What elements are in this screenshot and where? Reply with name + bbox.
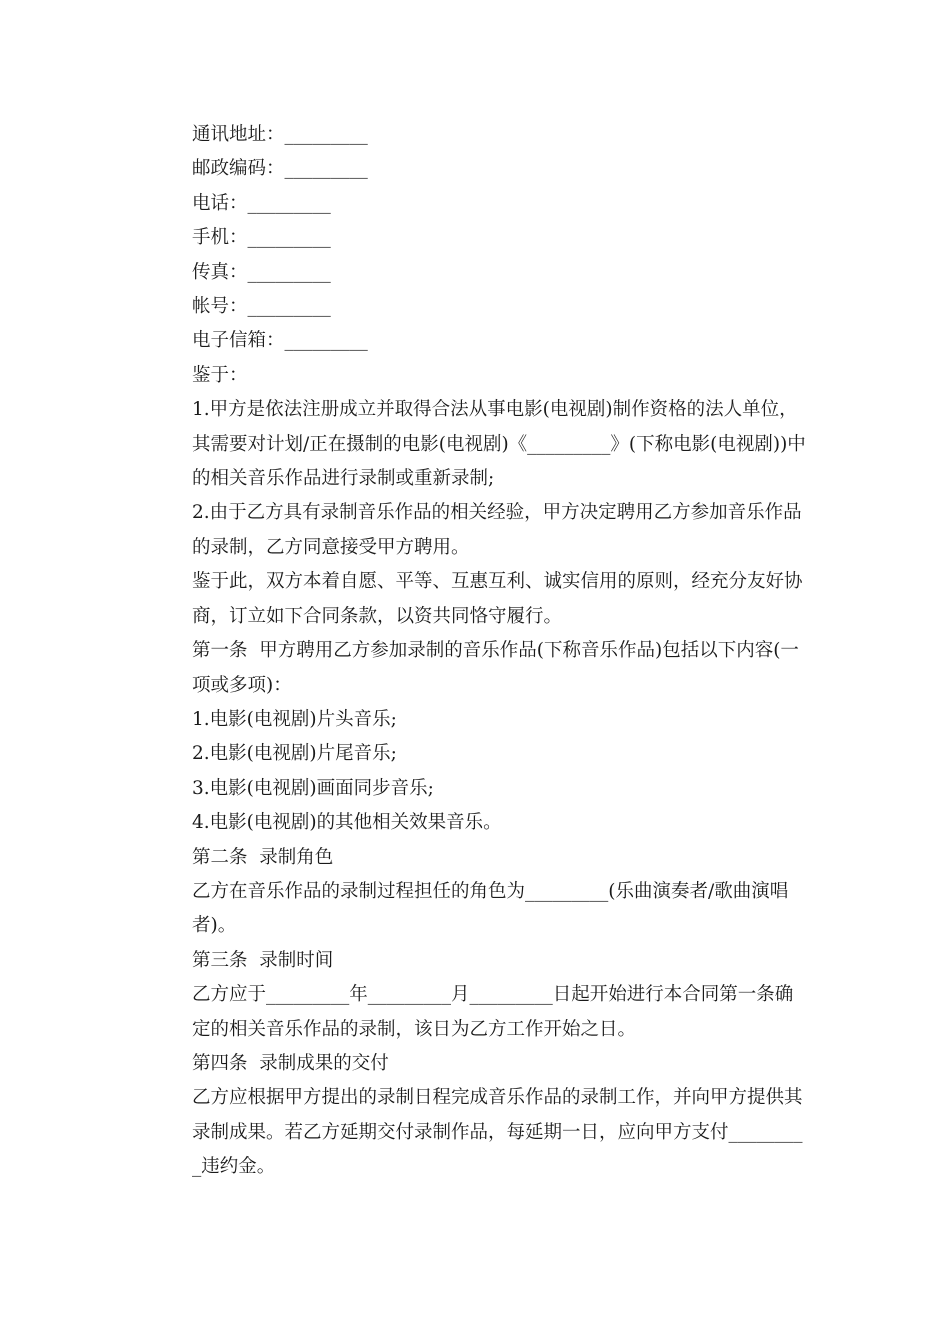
list-item-4: 4.电影(电视剧)的其他相关效果音乐。 [192,812,502,834]
list-item-2: 2.电影(电视剧)片尾音乐; [192,743,397,765]
paragraph-recital-2: 2.由于乙方具有录制音乐作品的相关经验，甲方决定聘用乙方参加音乐作品的录制，乙方同意接受甲方聘用。 [192,502,802,558]
list-item-3: 3.电影(电视剧)画面同步音乐; [192,777,434,799]
field-phone: 电话：_________ [192,192,331,214]
field-postal-code: 邮政编码：_________ [192,158,368,180]
paragraph-agreement: 鉴于此，双方本着自愿、平等、互惠互利、诚实信用的原则，经充分友好协商，订立如下合同条款，以资共同恪守履行。 [192,571,803,627]
article-2-heading: 第二条 录制角色 [192,846,334,868]
field-fax: 传真：_________ [192,261,331,283]
article-4-heading: 第四条 录制成果的交付 [192,1052,389,1074]
document-body [145,118,809,1185]
article-2-text: 乙方在音乐作品的录制过程担任的角色为_________(乐曲演奏者/歌曲演唱者)。 [192,880,789,937]
field-mobile: 手机：_________ [192,227,331,249]
field-mailing-address: 通讯地址：_________ [192,124,368,145]
article-1-heading: 第一条 甲方聘用乙方参加录制的音乐作品(下称音乐作品)包括以下内容(一项或多项)： [192,640,799,696]
article-4-text: 乙方应根据甲方提出的录制日程完成音乐作品的录制工作，并向甲方提供其录制成果。若乙方延期交付录制作品，每延期一日，应向甲方支付_________违约金。 [192,1087,803,1178]
field-email: 电子信箱：_________ [192,330,368,352]
article-3-text: 乙方应于_________年_________月_________日起开始进行本合同第一条确定的相关音乐作品的录制，该日为乙方工作开始之日。 [192,984,794,1040]
article-3-heading: 第三条 录制时间 [192,949,334,971]
field-account: 帐号：_________ [192,296,331,318]
paragraph-recital-1: 1.甲方是依法注册成立并取得合法从事电影(电视剧)制作资格的法人单位，其需要对计划/正在摄制的电影(电视剧)《_________》(下称电影(电视剧))中的相关音乐作品进行录制或重新录制; [192,399,806,490]
paragraph-whereas: 鉴于： [192,364,248,386]
list-item-1: 1.电影(电视剧)片头音乐; [192,708,397,730]
